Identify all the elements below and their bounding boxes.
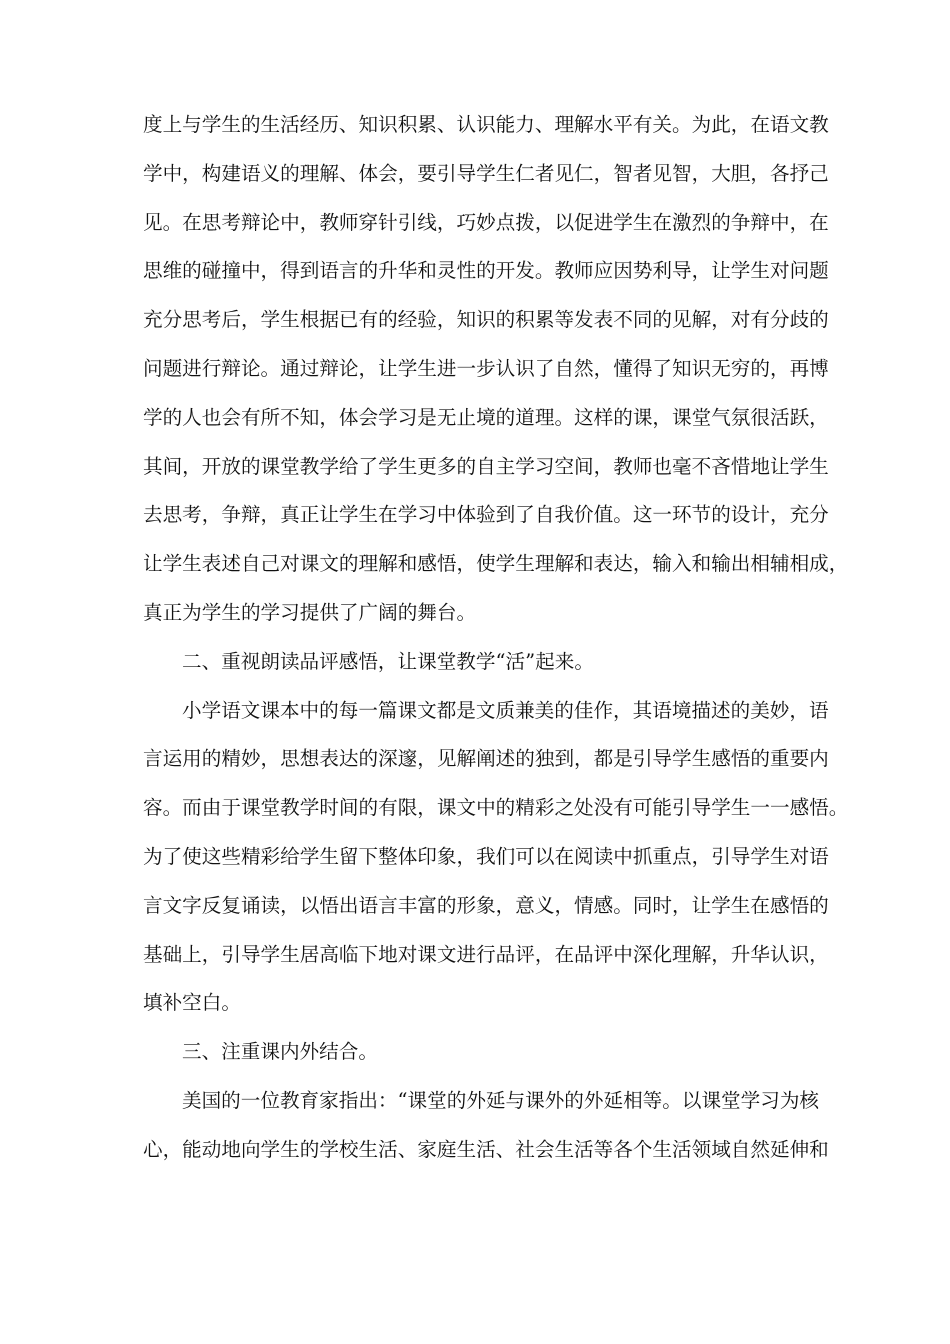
paragraph-line: 学中，构建语义的理解、体会，要引导学生仁者见仁，智者见智，大胆，各抒己 bbox=[143, 161, 829, 185]
paragraph-line: 充分思考后，学生根据已有的经验，知识的积累等发表不同的见解，对有分歧的 bbox=[143, 308, 829, 332]
paragraph-line: 度上与学生的生活经历、知识积累、认识能力、理解水平有关。为此，在语文教 bbox=[143, 113, 829, 136]
paragraph-line: 问题进行辩论。通过辩论，让学生进一步认识了自然，懂得了知识无穷的，再博 bbox=[143, 356, 829, 380]
paragraph-line: 容。而由于课堂教学时间的有限，课文中的精彩之处没有可能引导学生一一感悟。 bbox=[143, 796, 849, 820]
paragraph-line: 学的人也会有所不知，体会学习是无止境的道理。这样的课，课堂气氛很活跃， bbox=[143, 405, 829, 429]
paragraph-line: 真正为学生的学习提供了广阔的舞台。 bbox=[143, 600, 477, 624]
paragraph-line: 美国的一位教育家指出：“课堂的外延与课外的外延相等。以课堂学习为核 bbox=[182, 1088, 820, 1112]
section-heading-2: 二、重视朗读品评感悟，让课堂教学“活”起来。 bbox=[182, 649, 594, 673]
paragraph-line: 为了使这些精彩给学生留下整体印象，我们可以在阅读中抓重点，引导学生对语 bbox=[143, 844, 829, 868]
paragraph-line: 思维的碰撞中，得到语言的升华和灵性的开发。教师应因势利导，让学生对问题 bbox=[143, 259, 829, 283]
paragraph-line: 心，能动地向学生的学校生活、家庭生活、社会生活等各个生活领域自然延伸和 bbox=[143, 1137, 829, 1161]
paragraph-line: 小学语文课本中的每一篇课文都是文质兼美的佳作，其语境描述的美妙，语 bbox=[182, 698, 829, 722]
paragraph-1 bbox=[143, 101, 849, 638]
paragraph-2 bbox=[143, 687, 849, 1029]
paragraph-line: 基础上，引导学生居高临下地对课文进行品评，在品评中深化理解，升华认识， bbox=[143, 942, 829, 966]
paragraph-line: 其间，开放的课堂教学给了学生更多的自主学习空间，教师也毫不吝惜地让学生 bbox=[143, 454, 829, 478]
paragraph-line: 填补空白。 bbox=[143, 991, 241, 1015]
section-heading-3: 三、注重课内外结合。 bbox=[182, 1040, 378, 1064]
paragraph-3 bbox=[143, 1077, 829, 1175]
paragraph-line: 见。在思考辩论中，教师穿针引线，巧妙点拨，以促进学生在激烈的争辩中，在 bbox=[143, 210, 829, 234]
paragraph-line: 言运用的精妙，思想表达的深邃，见解阐述的独到，都是引导学生感悟的重要内 bbox=[143, 747, 829, 771]
paragraph-line: 去思考，争辩，真正让学生在学习中体验到了自我价值。这一环节的设计，充分 bbox=[143, 503, 829, 527]
document-body bbox=[143, 101, 849, 1175]
paragraph-line: 让学生表述自己对课文的理解和感悟，使学生理解和表达，输入和输出相辅相成， bbox=[143, 552, 849, 576]
paragraph-line: 言文字反复诵读，以悟出语言丰富的形象，意义，情感。同时，让学生在感悟的 bbox=[143, 893, 829, 917]
